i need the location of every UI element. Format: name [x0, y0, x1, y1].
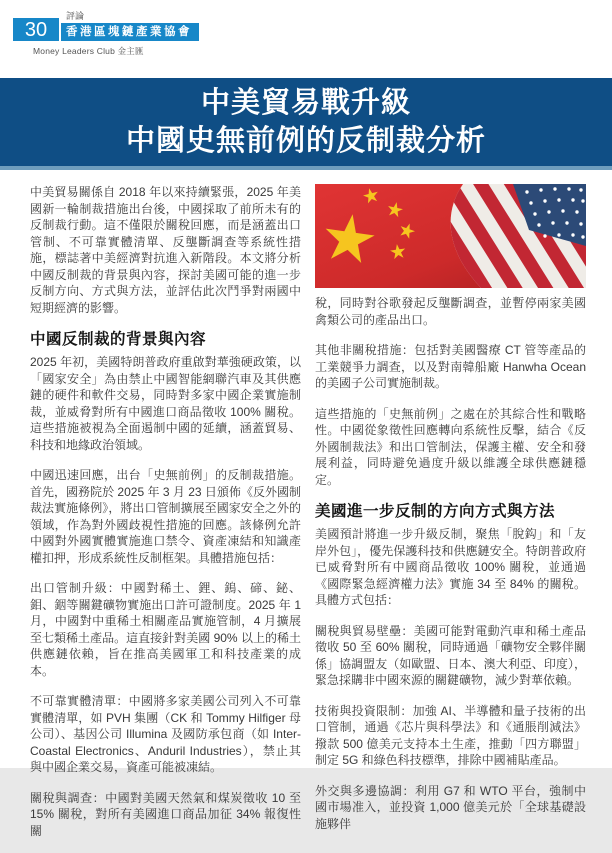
section-heading-china-countersanctions: 中國反制裁的背景與內容 — [30, 331, 207, 348]
org-name: 香港區塊鏈產業協會 — [61, 23, 199, 41]
article-title-banner — [0, 78, 612, 170]
masthead — [13, 11, 199, 57]
paragraph: 外交與多邊協調：利用 G7 和 WTO 平台，強制中國市場准入，並投資 1,000 億美元於「全球基礎設施夥伴 — [315, 783, 586, 831]
paragraph: 2025 年初，美國特朗普政府重啟對華強硬政策，以「國家安全」為由禁止中國智能網聯汽車及其供應鏈的硬件和軟件交易，同時對多家中國企業實施制裁，並威脅對所有中國進口商品徵收 100% 關稅。這些措施被視為全面遏制中國的延續，涵蓋貿易、科技和地緣政治領域。 — [30, 355, 301, 452]
section-heading-us-countermeasures: 美國進一步反制的方向方式與方法 — [315, 503, 556, 520]
article-body — [30, 184, 586, 853]
paragraph: 稅，同時對谷歌發起反壟斷調查，並暫停兩家美國禽類公司的產品出口。 — [315, 296, 586, 327]
section-label: 評論 — [66, 11, 85, 21]
article-title-line1: 中美貿易戰升級 — [200, 87, 411, 119]
paragraph: 不可靠實體清單：中國將多家美國公司列入不可靠實體清單，如 PVH 集團（CK 和 Tommy Hilfiger 母公司）、基因公司 Illumina 及國防承包商（如 Inter-Coastal Electronics、Anduril Industries），禁止其與中國企業交易，資產可能被凍結。 — [30, 694, 301, 774]
intro-paragraph: 中美貿易關係自 2018 年以來持續緊張，2025 年美國新一輪制裁措施出台後，中國採取了前所未有的反制裁行動。這不僅限於關稅回應，而是涵蓋出口管制、不可靠實體清單、反壟斷調查等系統性措施，標誌著中美經濟對抗進入新階段。本文將分析中國反制裁的背景與內容，探討美國可能的進一步反制方向、方式與方法，並評估此次鬥爭對兩國中短期經濟的影響。 — [30, 185, 301, 315]
page-number: 30 — [13, 18, 59, 41]
org-subtitle: Money Leaders Club 金主匯 — [33, 46, 144, 56]
paragraph: 技術與投資限制：加強 AI、半導體和量子技術的出口管制，通過《芯片與科學法》和《通脹削減法》撥款 500 億美元支持本土生產，推動「四方聯盟」制定 5G 和綠色科技標準，排除中國補貼產品。 — [315, 703, 586, 767]
paragraph: 其他非關稅措施：包括對美國醫療 CT 管等產品的工業競爭力調查，以及對南韓船廠 Hanwha Ocean 的美國子公司實施制裁。 — [315, 343, 586, 390]
paragraph: 中國迅速回應，出台「史無前例」的反制裁措施。首先，國務院於 2025 年 3 月 23 日頒佈《反外國制裁法實施條例》，將出口管制擴展至國家安全之外的領域，作為對外國歧視性措施的回應。該條例允許中國對外國實體實施進口禁令、資產凍結和知識產權扣押，形成系統性反制框架。具體措施包括： — [30, 468, 301, 565]
paragraph: 美國預計將進一步升級反制，聚焦「脫鈎」和「友岸外包」，優先保護科技和供應鏈安全。特朗普政府已威脅對所有中國商品徵收 100% 關稅，並通過《國際緊急經濟權力法》實施 34 至 84% 的關稅。具體方式包括： — [315, 527, 586, 607]
left-column — [30, 184, 301, 853]
right-column — [315, 184, 586, 853]
article-title-line2: 中國史無前例的反制裁分析 — [125, 125, 486, 157]
paragraph: 關稅與調查：中國對美國天然氣和煤炭徵收 10 至 15% 關稅，對所有美國進口商品加征 34% 報復性關 — [30, 790, 301, 838]
us-china-flags-image — [315, 184, 586, 288]
paragraph: 出口管制升級：中國對稀土、鋰、鎢、碲、鉍、鉬、銦等關鍵礦物實施出口許可證制度。2025 年 1 月，中國對中重稀土相關產品實施管制，4 月擴展至七類稀土產品。這直接針對美國 90% 以上的稀土供應鏈依賴，旨在推高美國軍工和科技產業的成本。 — [30, 581, 301, 678]
paragraph: 關稅與貿易壁壘：美國可能對電動汽車和稀土產品徵收 50 至 60% 關稅，同時通過「礦物安全夥伴關係」協調盟友（如歐盟、日本、澳大利亞、印度），緊急採購非中國來源的關鍵礦物，減少對華依賴。 — [315, 623, 586, 687]
paragraph: 這些措施的「史無前例」之處在於其綜合性和戰略性。中國從象徵性回應轉向系統性反擊，結合《反外國制裁法》和出口管制法，保護主權、安全和發展利益，同時避免過度升級以維護全球供應鏈穩定。 — [315, 406, 586, 487]
